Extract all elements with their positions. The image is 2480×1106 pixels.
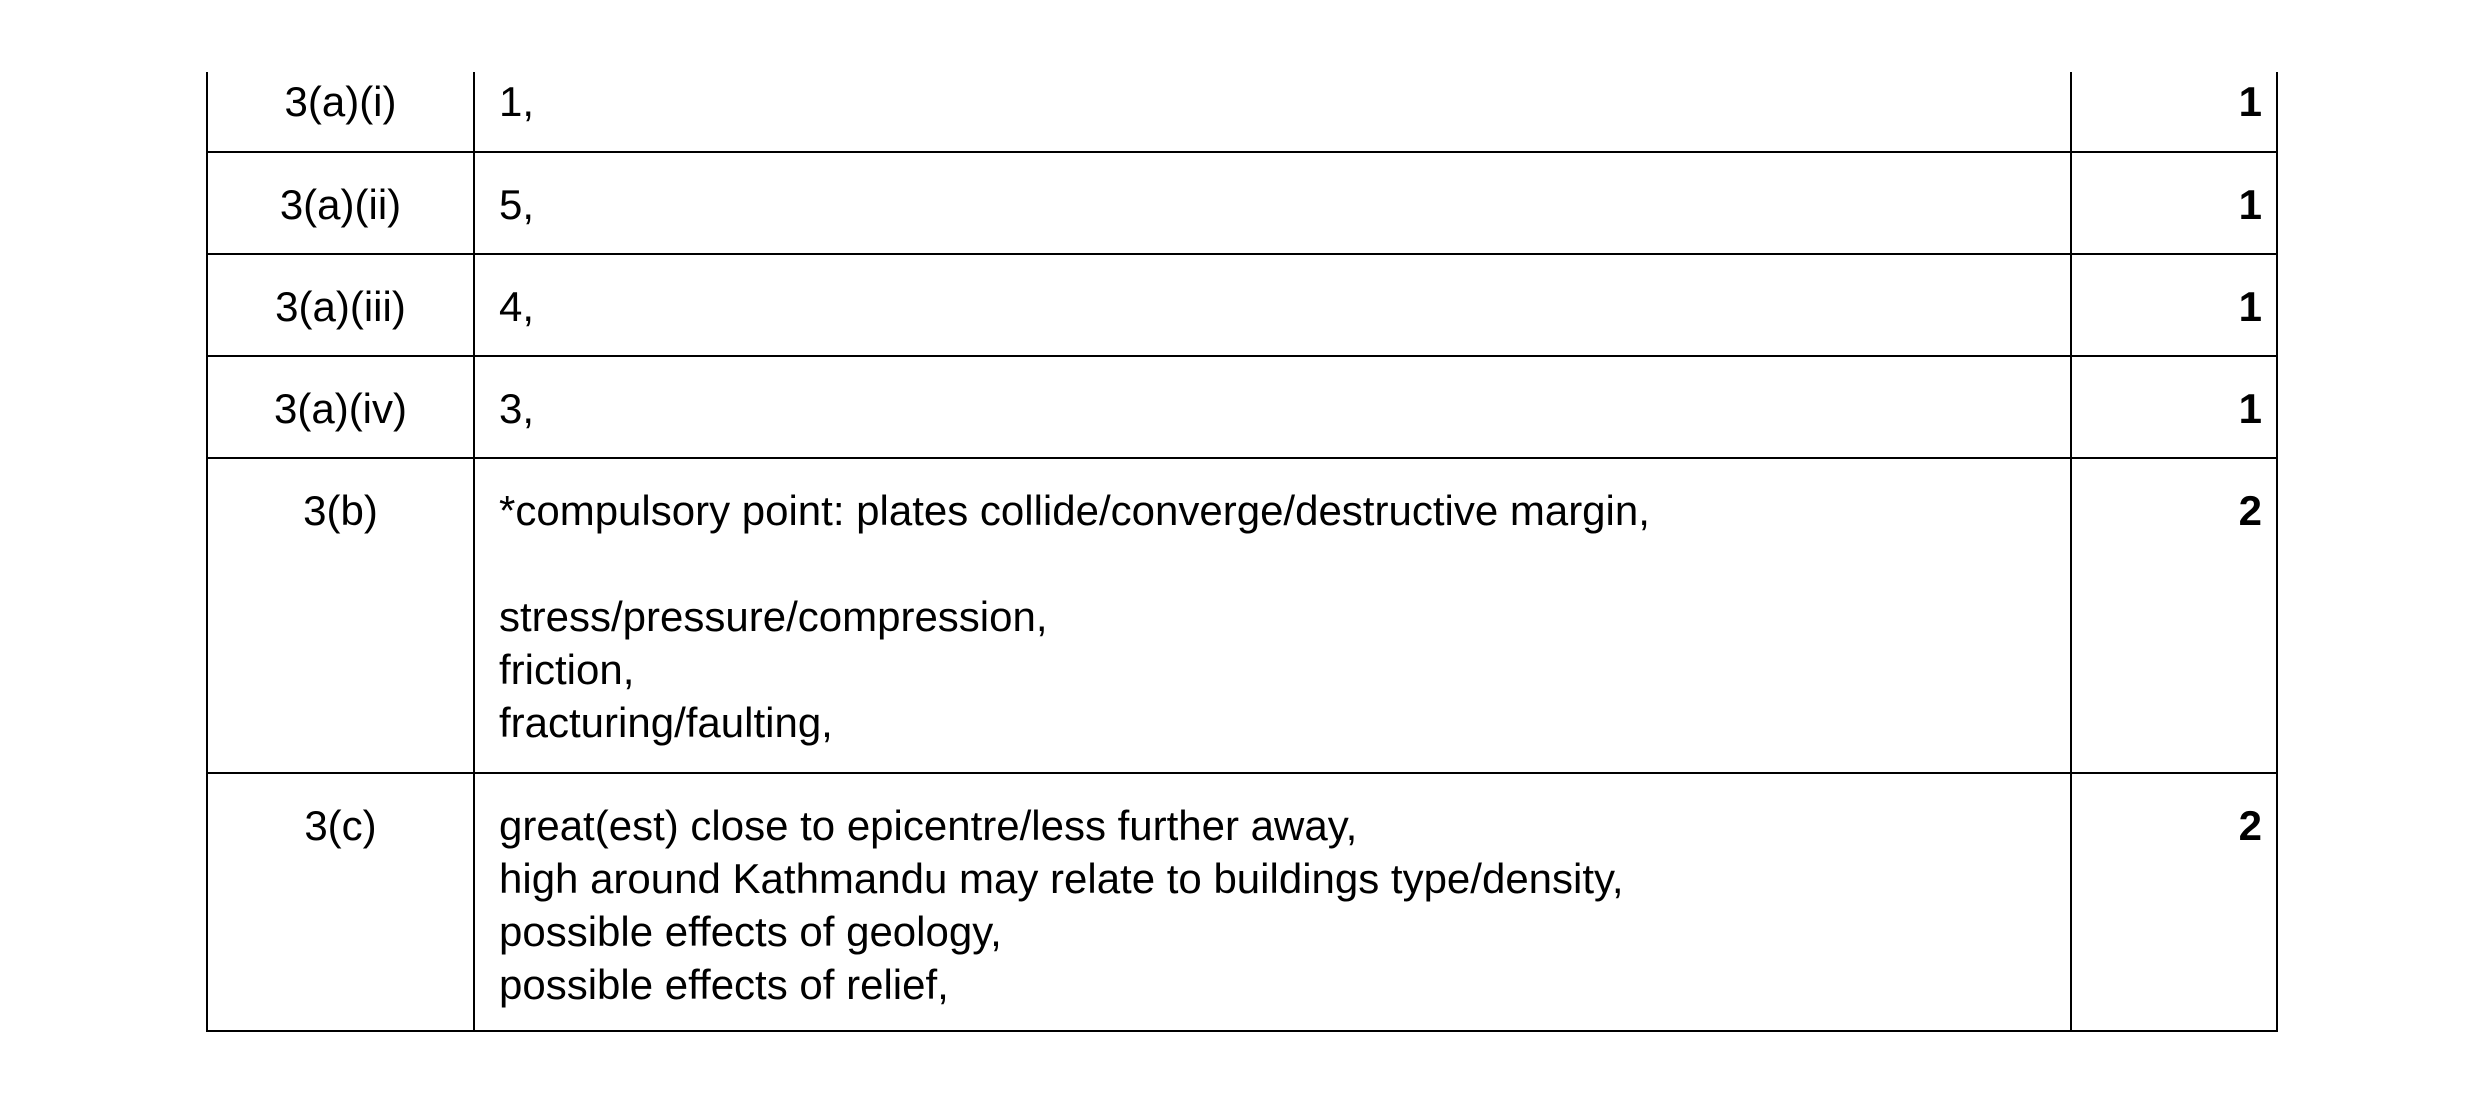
table-row	[207, 458, 2277, 773]
compulsory-point: *compulsory point: plates collide/converge/destructive margin,	[499, 487, 1650, 534]
mark-scheme-table	[206, 72, 2278, 1032]
answer-line: high around Kathmandu may relate to buildings type/density,	[499, 855, 1624, 902]
answer-line: 5,	[499, 181, 535, 228]
marks-cell: 2	[2071, 773, 2277, 1031]
marks-cell: 1	[2071, 254, 2277, 356]
answer-line: 1,	[499, 78, 535, 125]
table-row	[207, 152, 2277, 254]
answer-line: fracturing/faulting,	[499, 699, 833, 746]
answer-cell	[474, 458, 2071, 773]
answer-cell	[474, 72, 2071, 152]
table-row	[207, 356, 2277, 458]
answer-cell	[474, 773, 2071, 1031]
marks-cell: 1	[2071, 152, 2277, 254]
question-number: 3(a)(i)	[207, 72, 474, 152]
answer-line: possible effects of geology,	[499, 908, 1002, 955]
answer-cell	[474, 254, 2071, 356]
question-number: 3(c)	[207, 773, 474, 1031]
answer-line: friction,	[499, 646, 635, 693]
answer-line: possible effects of relief,	[499, 961, 949, 1008]
question-number: 3(a)(iii)	[207, 254, 474, 356]
marks-cell: 1	[2071, 72, 2277, 152]
answer-cell	[474, 356, 2071, 458]
question-number: 3(a)(ii)	[207, 152, 474, 254]
answer-line: stress/pressure/compression,	[499, 593, 1048, 640]
marks-cell: 2	[2071, 458, 2277, 773]
answer-line: 4,	[499, 283, 535, 330]
question-number: 3(b)	[207, 458, 474, 773]
table-row	[207, 773, 2277, 1031]
table-row	[207, 254, 2277, 356]
marks-cell: 1	[2071, 356, 2277, 458]
answer-line: 3,	[499, 385, 535, 432]
answer-line: great(est) close to epicentre/less further away,	[499, 802, 1358, 849]
answer-cell	[474, 152, 2071, 254]
table-row	[207, 72, 2277, 152]
line-gap	[499, 537, 2069, 590]
question-number: 3(a)(iv)	[207, 356, 474, 458]
